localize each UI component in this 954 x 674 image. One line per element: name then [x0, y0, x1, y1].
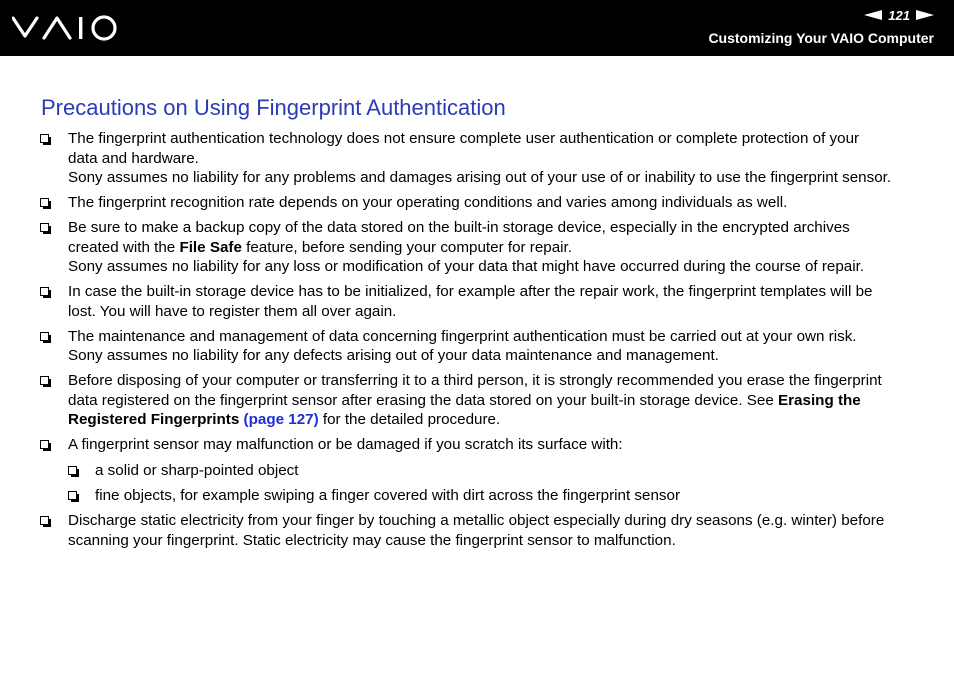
list-item	[40, 282, 930, 321]
item-text: The fingerprint authentication technology does not ensure complete user authentication or complete protection of your	[68, 130, 860, 147]
item-text: The fingerprint recognition rate depends on your operating conditions and varies among individuals as well.	[68, 194, 788, 211]
item-text: Sony assumes no liability for any defects arising out of your data maintenance and management.	[68, 347, 719, 364]
item-text	[68, 391, 930, 411]
checkbox-bullet-icon	[40, 134, 49, 143]
item-text: lost. You will have to register them all over again.	[68, 302, 397, 320]
sub-item-text: a solid or sharp-pointed object	[95, 461, 299, 479]
list-item	[40, 327, 930, 366]
checkbox-bullet-icon	[68, 491, 77, 500]
checkbox-bullet-icon	[40, 332, 49, 341]
page-navigation	[864, 6, 934, 24]
arrow-right-icon[interactable]	[916, 10, 934, 20]
page-header	[0, 0, 954, 56]
list-item	[40, 435, 930, 506]
erasing-term: Erasing the	[778, 391, 861, 409]
sub-list-item	[68, 486, 930, 506]
item-text: In case the built-in storage device has to be initialized, for example after the repair work, the fingerprint templates will be	[68, 283, 873, 300]
checkbox-bullet-icon	[40, 287, 49, 296]
arrow-left-icon[interactable]	[864, 10, 882, 20]
list-item	[40, 129, 930, 188]
checkbox-bullet-icon	[40, 516, 49, 525]
item-text-part: for the detailed procedure.	[318, 411, 501, 428]
section-title: Customizing Your VAIO Computer	[708, 30, 934, 46]
item-text: The maintenance and management of data concerning fingerprint authentication must be carried out at your own risk.	[68, 327, 857, 345]
item-text: Before disposing of your computer or transferring it to a third person, it is strongly recommended you erase the fingerprint	[68, 372, 882, 389]
checkbox-bullet-icon	[40, 198, 49, 207]
checkbox-bullet-icon	[40, 376, 49, 385]
item-text-part: feature, before sending your computer for repair.	[241, 238, 572, 256]
page-title: Precautions on Using Fingerprint Authentication	[41, 95, 506, 120]
list-item	[40, 193, 930, 213]
list-item	[40, 218, 930, 277]
checkbox-bullet-icon	[40, 223, 49, 232]
checkbox-bullet-icon	[68, 466, 77, 475]
precautions-list	[40, 129, 930, 556]
item-text-part: data registered on the fingerprint sensor after erasing the data stored on your built-in storage device. See	[68, 391, 779, 409]
sub-item-text: fine objects, for example swiping a finger covered with dirt across the fingerprint sensor	[95, 487, 681, 504]
item-text: Sony assumes no liability for any loss or modification of your data that might have occurred during the course of repair.	[68, 258, 865, 275]
registered-fingerprints-term: Registered Fingerprints	[68, 411, 240, 428]
item-text	[68, 410, 930, 430]
page-127-link[interactable]: (page 127)	[243, 411, 319, 428]
item-text-part: created with the	[68, 238, 180, 256]
list-item	[40, 511, 930, 550]
checkbox-bullet-icon	[40, 440, 49, 449]
vaio-logo	[12, 14, 120, 47]
item-text	[68, 238, 930, 258]
file-safe-term: File Safe	[179, 238, 242, 256]
item-text: scanning your fingerprint. Static electricity may cause the fingerprint sensor to malfunction.	[68, 531, 676, 549]
item-text: Discharge static electricity from your finger by touching a metallic object especially during dry seasons (e.g. winter) before	[68, 512, 885, 529]
list-item	[40, 371, 930, 430]
page-number: 121	[888, 7, 910, 23]
item-text: Sony assumes no liability for any problems and damages arising out of your use of or inability to use the fingerprint sensor.	[68, 169, 892, 186]
sub-list-item	[68, 461, 930, 481]
item-text: Be sure to make a backup copy of the data stored on the built-in storage device, especially in the encrypted archives	[68, 219, 850, 236]
item-text: data and hardware.	[68, 149, 199, 167]
sub-list	[68, 461, 930, 506]
item-text: A fingerprint sensor may malfunction or be damaged if you scratch its surface with:	[68, 436, 623, 453]
